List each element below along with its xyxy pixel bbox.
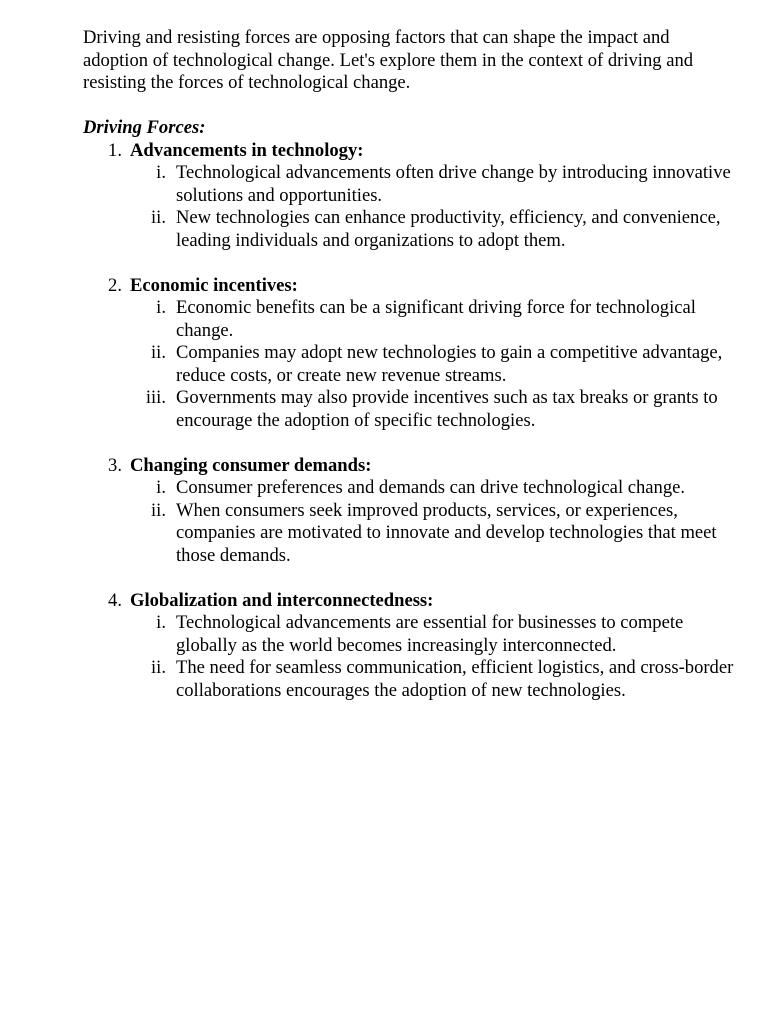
sub-item xyxy=(83,207,743,252)
item-heading xyxy=(83,275,743,298)
sub-item-text: When consumers seek improved products, services, or experiences, companies are motivated to innovate and develop technologies that meet those demands. xyxy=(176,499,717,566)
sub-item-number: i. xyxy=(156,477,166,498)
list-item xyxy=(83,590,743,703)
sub-item-number: i. xyxy=(156,297,166,318)
sub-item xyxy=(83,387,743,432)
sub-item xyxy=(83,477,743,500)
item-title: Economic incentives: xyxy=(130,274,298,296)
sub-item xyxy=(83,612,743,657)
list-item xyxy=(83,140,743,253)
sub-item-number: ii. xyxy=(151,342,166,363)
item-title: Changing consumer demands: xyxy=(130,454,372,476)
item-number: 2. xyxy=(108,274,122,296)
driving-forces-list xyxy=(83,140,743,703)
sub-item-number: ii. xyxy=(151,207,166,228)
intro-paragraph: Driving and resisting forces are opposing factors that can shape the impact and adoption of technological change. Let's explore them in the context of driving and resisting the forces of technological change. xyxy=(83,27,694,93)
sub-item-text: Consumer preferences and demands can drive technological change. xyxy=(176,477,686,498)
sub-item-text: Technological advancements are essential for businesses to compete globally as the world becomes increasingly interconnected. xyxy=(176,612,684,656)
item-heading xyxy=(83,455,743,478)
item-heading xyxy=(83,590,743,613)
item-number: 1. xyxy=(108,139,122,161)
sub-item-number: ii. xyxy=(151,657,166,678)
sub-item-number: iii. xyxy=(145,387,166,408)
sub-item-text: Technological advancements often drive change by introducing innovative solutions and opportunities. xyxy=(176,162,731,206)
sub-item-text: Companies may adopt new technologies to gain a competitive advantage, reduce costs, or create new revenue streams. xyxy=(176,342,723,386)
item-number: 3. xyxy=(108,454,122,476)
item-heading xyxy=(83,140,743,163)
sub-item-text: Governments may also provide incentives such as tax breaks or grants to encourage the adoption of specific technologies. xyxy=(176,387,718,431)
list-item xyxy=(83,275,743,433)
section-title: Driving Forces: xyxy=(83,117,206,138)
sub-item xyxy=(83,657,743,702)
sub-item-text: The need for seamless communication, efficient logistics, and cross-border collaborations encourages the adoption of new technologies. xyxy=(176,657,734,701)
sub-item-number: i. xyxy=(156,612,166,633)
item-number: 4. xyxy=(108,589,122,611)
sub-item xyxy=(83,342,743,387)
sub-item xyxy=(83,297,743,342)
document-page xyxy=(83,27,743,702)
sub-item-text: New technologies can enhance productivity, efficiency, and convenience, leading individuals and organizations to adopt them. xyxy=(176,207,721,251)
item-title: Globalization and interconnectedness: xyxy=(130,589,434,611)
sub-item xyxy=(83,162,743,207)
item-title: Advancements in technology: xyxy=(130,139,364,161)
sub-item-number: ii. xyxy=(151,499,166,521)
sub-item-number: i. xyxy=(156,162,166,183)
sub-item xyxy=(83,500,743,568)
list-item xyxy=(83,455,743,568)
sub-item-text: Economic benefits can be a significant driving force for technological change. xyxy=(176,297,696,341)
